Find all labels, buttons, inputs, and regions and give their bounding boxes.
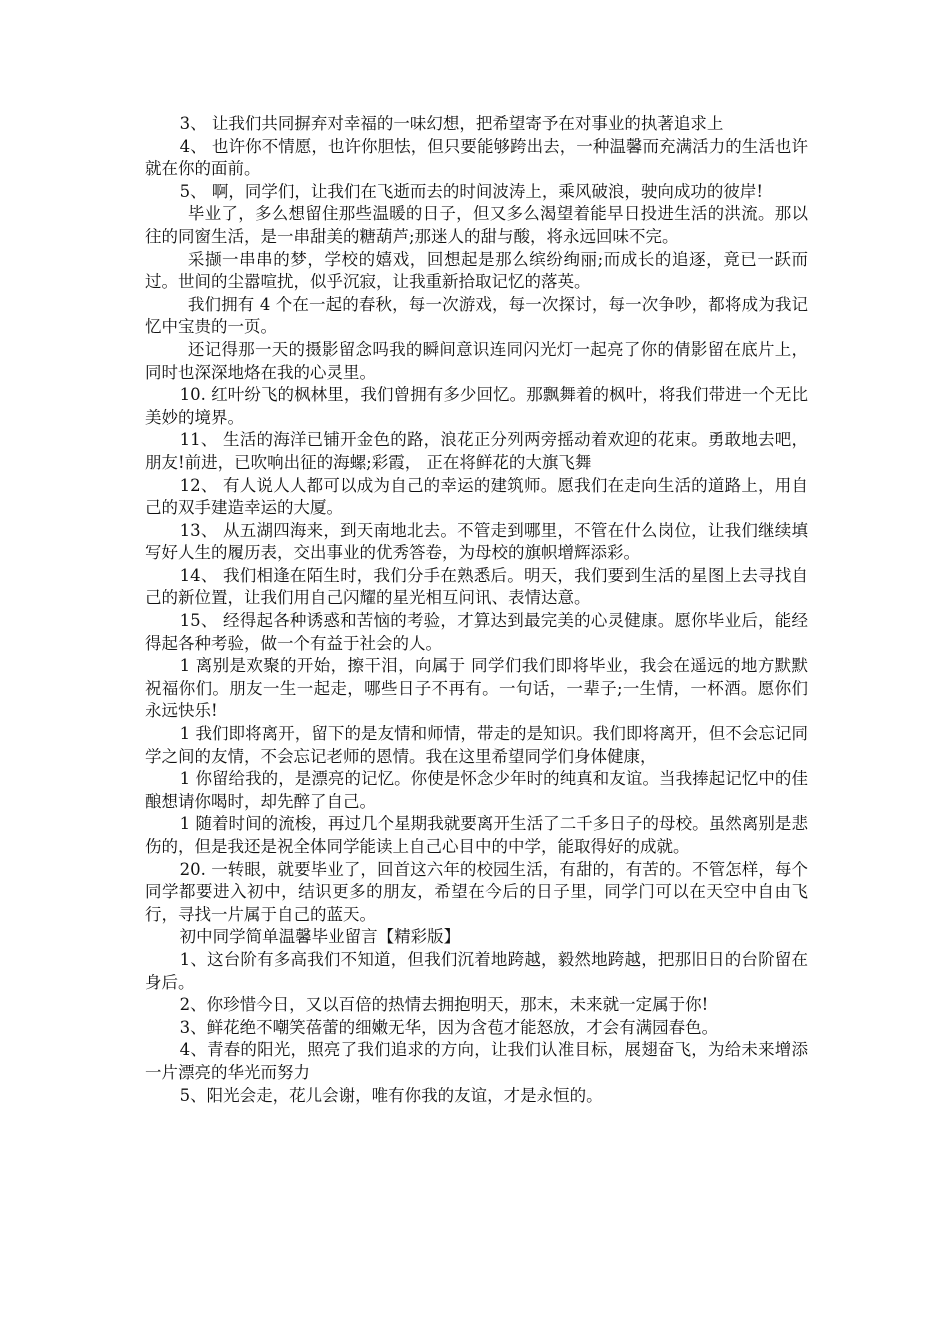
paragraph: 20. 一转眼，就要毕业了，回首这六年的校园生活，有甜的，有苦的。不管怎样，每个同学都要进入初中，结识更多的朋友，希望在今后的日子里，同学门可以在天空中自由飞行，寻找一片属于自己的蓝天。 <box>145 859 808 924</box>
paragraph: 5、 啊，同学们，让我们在飞逝而去的时间波涛上，乘风破浪，驶向成功的彼岸! <box>179 181 764 201</box>
paragraph: 4、青春的阳光，照亮了我们追求的方向，让我们认准目标，展翅奋飞，为给未来增添一片漂亮的华光而努力 <box>145 1040 808 1082</box>
paragraph: 1 你留给我的，是漂亮的记忆。你使是怀念少年时的纯真和友谊。当我捧起记忆中的佳酿想请你喝时，却先醉了自己。 <box>145 769 808 811</box>
paragraph: 15、 经得起各种诱惑和苦恼的考验，才算达到最完美的心灵健康。愿你毕业后，能经得起各种考验，做一个有益于社会的人。 <box>145 611 808 653</box>
paragraph: 12、 有人说人人都可以成为自己的幸运的建筑师。愿我们在走向生活的道路上，用自己的双手建造幸运的大厦。 <box>145 475 808 518</box>
section-heading: 初中同学简单温馨毕业留言【精彩版】 <box>179 927 461 947</box>
paragraph: 采撷一串串的梦，学校的嬉戏，回想起是那么缤纷绚丽;而成长的追逐，竟已一跃而过。世间的尘嚣喧扰，似乎沉寂，让我重新拾取记忆的落英。 <box>145 249 808 292</box>
paragraph: 我们拥有 4 个在一起的春秋，每一次游戏，每一次探讨，每一次争吵，都将成为我记忆中宝贵的一页。 <box>145 294 808 337</box>
document-body <box>145 113 808 1107</box>
paragraph: 3、鲜花绝不嘲笑蓓蕾的细嫩无华，因为含苞才能怒放，才会有满园春色。 <box>179 1017 719 1037</box>
paragraph: 11、 生活的海洋已铺开金色的路，浪花正分列两旁摇动着欢迎的花束。勇敢地去吧，朋友!前进，已吹响出征的海螺;彩霞， 正在将鲜花的大旗飞舞 <box>145 430 808 472</box>
paragraph: 4、 也许你不情愿，也许你胆怯，但只要能够跨出去，一种温馨而充满活力的生活也许就在你的面前。 <box>145 136 808 179</box>
paragraph: 10. 红叶纷飞的枫林里，我们曾拥有多少回忆。那飘舞着的枫叶，将我们带进一个无比美妙的境界。 <box>145 385 808 427</box>
paragraph: 1 我们即将离开，留下的是友情和师情，带走的是知识。我们即将离开，但不会忘记同学之间的友情，不会忘记老师的恩情。我在这里希望同学们身体健康， <box>145 724 808 766</box>
paragraph: 13、 从五湖四海来，到天南地北去。不管走到哪里，不管在什么岗位，让我们继续填写好人生的履历表，交出事业的优秀答卷，为母校的旗帜增辉添彩。 <box>145 520 808 563</box>
paragraph: 还记得那一天的摄影留念吗我的瞬间意识连同闪光灯一起亮了你的倩影留在底片上，同时也深深地烙在我的心灵里。 <box>145 339 808 382</box>
paragraph: 毕业了，多么想留住那些温暖的日子，但又多么渴望着能早日投进生活的洪流。那以往的同窗生活，是一串甜美的糖葫芦;那迷人的甜与酸，将永远回味不完。 <box>145 204 808 246</box>
paragraph: 2、你珍惜今日，又以百倍的热情去拥抱明天，那末，未来就一定属于你! <box>179 995 709 1015</box>
paragraph: 14、 我们相逢在陌生时，我们分手在熟悉后。明天，我们要到生活的星图上去寻找自己的新位置，让我们用自己闪耀的星光相互问讯、表情达意。 <box>145 565 808 608</box>
paragraph: 1 随着时间的流梭，再过几个星期我就要离开生活了二千多日子的母校。虽然离别是悲伤的，但是我还是祝全体同学能读上自己心目中的中学，能取得好的成就。 <box>145 814 808 856</box>
paragraph: 5、阳光会走，花儿会谢，唯有你我的友谊，才是永恒的。 <box>179 1085 603 1105</box>
paragraph: 1、这台阶有多高我们不知道，但我们沉着地跨越，毅然地跨越，把那旧日的台阶留在身后。 <box>145 949 808 992</box>
paragraph: 3、 让我们共同摒弃对幸福的一味幻想，把希望寄予在对事业的执著追求上 <box>179 114 724 133</box>
paragraph: 1 离别是欢聚的开始，擦干泪，向属于 同学们我们即将毕业，我会在遥远的地方默默祝福你们。朋友一生一起走，哪些日子不再有。一句话，一辈子;一生情，一杯酒。愿你们永远快乐! <box>145 656 808 721</box>
